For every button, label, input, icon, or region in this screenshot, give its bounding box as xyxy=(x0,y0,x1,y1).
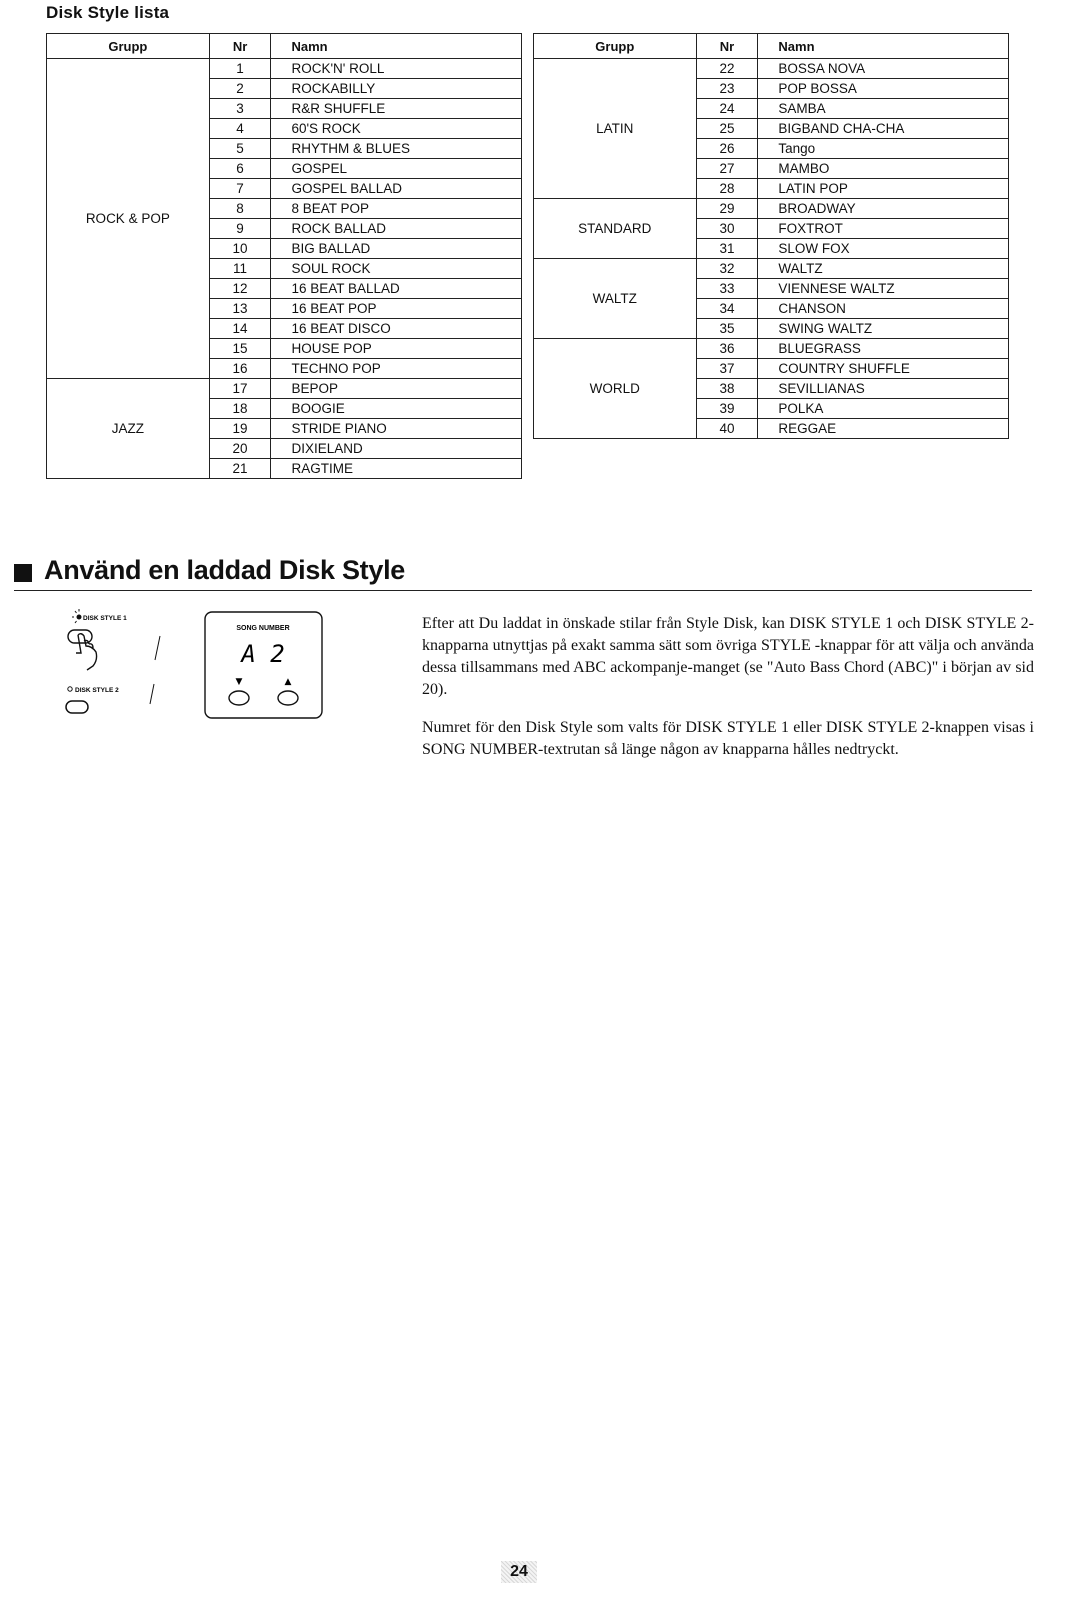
song-number-label: SONG NUMBER xyxy=(236,625,290,632)
style-name-cell: TECHNO POP xyxy=(271,359,522,379)
pressing-hand-icon xyxy=(68,630,97,670)
style-name-cell: BIGBAND CHA-CHA xyxy=(758,119,1009,139)
style-number-cell: 27 xyxy=(696,159,758,179)
style-number-cell: 8 xyxy=(209,199,271,219)
style-name-cell: CHANSON xyxy=(758,299,1009,319)
group-cell: WALTZ xyxy=(534,259,697,339)
paragraph-2: Numret för den Disk Style som valts för DISK STYLE 1 eller DISK STYLE 2-knappen visas i SONG NUMBER-textrutan så länge någon av knapparna hålles nedtryckt. xyxy=(422,719,1034,758)
style-number-cell: 32 xyxy=(696,259,758,279)
style-number-cell: 21 xyxy=(209,459,271,479)
disk-style-table-left xyxy=(46,33,522,479)
table-row xyxy=(47,379,522,399)
style-number-cell: 6 xyxy=(209,159,271,179)
section-title: Använd en laddad Disk Style xyxy=(44,555,406,585)
style-number-cell: 29 xyxy=(696,199,758,219)
style-number-cell: 34 xyxy=(696,299,758,319)
table-row xyxy=(534,339,1009,359)
style-name-cell: BLUEGRASS xyxy=(758,339,1009,359)
style-name-cell: Tango xyxy=(758,139,1009,159)
style-number-cell: 16 xyxy=(209,359,271,379)
style-number-cell: 31 xyxy=(696,239,758,259)
style-name-cell: ROCK'N' ROLL xyxy=(271,59,522,79)
style-name-cell: BEPOP xyxy=(271,379,522,399)
disk-style-buttons-figure xyxy=(62,608,342,723)
style-number-cell: 23 xyxy=(696,79,758,99)
section-heading xyxy=(14,556,1032,591)
song-number-display: A 2 xyxy=(241,640,285,668)
style-number-cell: 3 xyxy=(209,99,271,119)
disk-style-2-button[interactable] xyxy=(66,701,88,713)
disk-style-table-right xyxy=(533,33,1009,439)
list-title: Disk Style lista xyxy=(46,3,170,22)
style-name-cell: STRIDE PIANO xyxy=(271,419,522,439)
style-number-cell: 25 xyxy=(696,119,758,139)
style-number-cell: 18 xyxy=(209,399,271,419)
style-name-cell: COUNTRY SHUFFLE xyxy=(758,359,1009,379)
style-name-cell: ROCKABILLY xyxy=(271,79,522,99)
style-name-cell: BOSSA NOVA xyxy=(758,59,1009,79)
style-name-cell: HOUSE POP xyxy=(271,339,522,359)
disk-style-1-label: DISK STYLE 1 xyxy=(83,615,127,622)
style-name-cell: 16 BEAT POP xyxy=(271,299,522,319)
style-number-cell: 4 xyxy=(209,119,271,139)
table-row xyxy=(534,59,1009,79)
style-number-cell: 20 xyxy=(209,439,271,459)
style-number-cell: 22 xyxy=(696,59,758,79)
song-number-down-button[interactable] xyxy=(229,691,249,705)
style-name-cell: SAMBA xyxy=(758,99,1009,119)
style-number-cell: 35 xyxy=(696,319,758,339)
style-number-cell: 1 xyxy=(209,59,271,79)
header-group: Grupp xyxy=(534,34,697,59)
style-number-cell: 14 xyxy=(209,319,271,339)
style-name-cell: FOXTROT xyxy=(758,219,1009,239)
group-cell: LATIN xyxy=(534,59,697,199)
style-name-cell: DIXIELAND xyxy=(271,439,522,459)
group-cell: WORLD xyxy=(534,339,697,439)
style-number-cell: 10 xyxy=(209,239,271,259)
style-name-cell: BOOGIE xyxy=(271,399,522,419)
style-number-cell: 11 xyxy=(209,259,271,279)
style-name-cell: WALTZ xyxy=(758,259,1009,279)
style-number-cell: 2 xyxy=(209,79,271,99)
header-group: Grupp xyxy=(47,34,210,59)
style-name-cell: POLKA xyxy=(758,399,1009,419)
style-number-cell: 37 xyxy=(696,359,758,379)
style-name-cell: 8 BEAT POP xyxy=(271,199,522,219)
style-name-cell: 16 BEAT BALLAD xyxy=(271,279,522,299)
style-number-cell: 12 xyxy=(209,279,271,299)
style-name-cell: BIG BALLAD xyxy=(271,239,522,259)
style-number-cell: 38 xyxy=(696,379,758,399)
style-number-cell: 5 xyxy=(209,139,271,159)
heading-bullet-square xyxy=(14,564,32,582)
style-number-cell: 24 xyxy=(696,99,758,119)
disk-style-1-indicator-icon xyxy=(72,609,82,623)
style-number-cell: 40 xyxy=(696,419,758,439)
group-cell: JAZZ xyxy=(47,379,210,479)
style-name-cell: 16 BEAT DISCO xyxy=(271,319,522,339)
paragraph-1: Efter att Du laddat in önskade stilar från Style Disk, kan DISK STYLE 1 och DISK STYLE 2-knapparna utnyttjas på exakt samma sätt som övriga STYLE -knappar för att välja och använda dessa tillsammans med ABC ackompanje-manget (se "Auto Bass Chord (ABC)" i början av sid 20). xyxy=(422,615,1034,698)
style-number-cell: 30 xyxy=(696,219,758,239)
table-row xyxy=(534,199,1009,219)
style-name-cell: 60'S ROCK xyxy=(271,119,522,139)
style-name-cell: RHYTHM & BLUES xyxy=(271,139,522,159)
style-name-cell: R&R SHUFFLE xyxy=(271,99,522,119)
style-name-cell: LATIN POP xyxy=(758,179,1009,199)
disk-style-2-indicator-icon xyxy=(68,687,72,691)
style-name-cell: RAGTIME xyxy=(271,459,522,479)
style-name-cell: REGGAE xyxy=(758,419,1009,439)
style-number-cell: 15 xyxy=(209,339,271,359)
style-number-cell: 36 xyxy=(696,339,758,359)
style-name-cell: ROCK BALLAD xyxy=(271,219,522,239)
style-name-cell: SWING WALTZ xyxy=(758,319,1009,339)
style-number-cell: 39 xyxy=(696,399,758,419)
style-number-cell: 19 xyxy=(209,419,271,439)
style-number-cell: 33 xyxy=(696,279,758,299)
style-name-cell: POP BOSSA xyxy=(758,79,1009,99)
style-name-cell: BROADWAY xyxy=(758,199,1009,219)
style-number-cell: 9 xyxy=(209,219,271,239)
style-number-cell: 13 xyxy=(209,299,271,319)
separator-slash xyxy=(155,636,160,660)
style-name-cell: GOSPEL BALLAD xyxy=(271,179,522,199)
style-number-cell: 26 xyxy=(696,139,758,159)
page-number: 24 xyxy=(501,1561,537,1583)
separator-slash xyxy=(150,684,154,704)
header-nr: Nr xyxy=(209,34,271,59)
style-name-cell: GOSPEL xyxy=(271,159,522,179)
group-cell: STANDARD xyxy=(534,199,697,259)
style-number-cell: 7 xyxy=(209,179,271,199)
up-arrow-icon: ▲ xyxy=(284,677,292,687)
group-cell: ROCK & POP xyxy=(47,59,210,379)
style-number-cell: 28 xyxy=(696,179,758,199)
header-name: Namn xyxy=(758,34,1009,59)
style-name-cell: MAMBO xyxy=(758,159,1009,179)
table-row xyxy=(534,259,1009,279)
down-arrow-icon: ▼ xyxy=(235,677,243,687)
style-number-cell: 17 xyxy=(209,379,271,399)
style-name-cell: SOUL ROCK xyxy=(271,259,522,279)
style-name-cell: SLOW FOX xyxy=(758,239,1009,259)
header-name: Namn xyxy=(271,34,522,59)
style-name-cell: SEVILLIANAS xyxy=(758,379,1009,399)
header-nr: Nr xyxy=(696,34,758,59)
disk-style-2-label: DISK STYLE 2 xyxy=(75,687,119,694)
style-name-cell: VIENNESE WALTZ xyxy=(758,279,1009,299)
song-number-up-button[interactable] xyxy=(278,691,298,705)
table-row xyxy=(47,59,522,79)
